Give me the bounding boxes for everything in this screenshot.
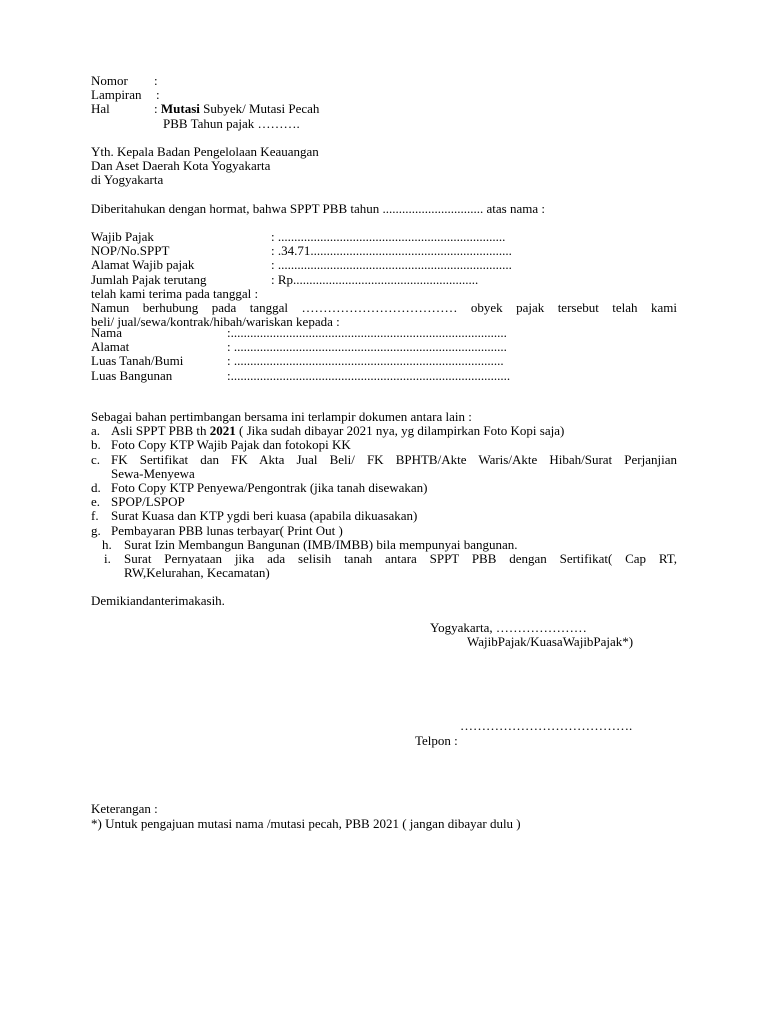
letter-header	[91, 74, 491, 131]
list-text: Asli SPPT PBB th	[111, 423, 210, 439]
notes-text: *) Untuk pengajuan mutasi nama /mutasi pecah, PBB 2021 ( jangan dibayar dulu )	[91, 816, 521, 831]
list-marker: d.	[91, 479, 101, 495]
hal-subject-line2: PBB Tahun pajak ……….	[163, 115, 300, 131]
list-item	[91, 424, 677, 438]
field-row	[91, 326, 571, 340]
however-line-1: Namun berhubung pada tanggal ……………………………… obyek pajak tersebut telah kami	[91, 299, 677, 315]
field-row	[91, 230, 571, 244]
list-text: Surat Pernyataan jika ada selisih tanah antara SPPT PBB dengan Sertifikat( Cap RT,	[124, 550, 677, 566]
list-text: Foto Copy KTP Penyewa/Pengontrak (jika tanah disewakan)	[111, 479, 428, 495]
list-item	[91, 453, 677, 467]
field-label: Nama	[91, 325, 123, 340]
received-line: telah kami terima pada tanggal :	[91, 285, 259, 301]
hal-row	[91, 102, 491, 116]
field-row	[91, 258, 571, 272]
however-line-2: beli/ jual/sewa/kontrak/hibah/wariskan kepada :	[91, 314, 340, 330]
list-item-continuation	[91, 467, 677, 481]
list-text-line-2: RW,Kelurahan, Kecamatan)	[124, 565, 270, 581]
field-value: : ....................................................................................	[227, 339, 507, 355]
list-text: Surat Izin Membangun Bangunan (IMB/IMBB) bila mempunyai bangunan.	[124, 536, 518, 552]
closing-text: Demikiandanterimakasih.	[91, 593, 225, 608]
field-row	[91, 340, 571, 354]
recipient-line-3: di Yogyakarta	[91, 172, 164, 188]
list-item	[91, 495, 677, 509]
field-value: :......................................................................................	[227, 367, 511, 383]
list-item	[91, 509, 677, 523]
field-label: Alamat	[91, 339, 130, 355]
list-item	[91, 552, 677, 566]
list-text: Pembayaran PBB lunas terbayar( Print Out )	[111, 522, 343, 538]
list-marker: i.	[104, 550, 111, 566]
signature-phone: Telpon :	[415, 733, 458, 748]
list-item	[91, 481, 677, 495]
list-marker: h.	[102, 536, 112, 552]
hal-colon: :	[154, 101, 158, 117]
field-row	[91, 354, 571, 368]
signature-line: ………………………………….	[460, 718, 633, 733]
list-text-line-2: Sewa-Menyewa	[111, 465, 195, 481]
list-text: FK Sertifikat dan FK Akta Jual Beli/ FK BPHTB/Akte Waris/Akte Hibah/Surat Perjanjian	[111, 451, 677, 467]
field-row	[91, 369, 571, 383]
list-item	[91, 538, 677, 552]
signature-place-date: Yogyakarta, …………………	[430, 620, 587, 635]
notes-title: Keterangan :	[91, 801, 158, 816]
field-value: : Rp.........................................................	[271, 271, 479, 287]
list-marker: b.	[91, 437, 101, 453]
hal-subject-rest: Subyek/ Mutasi Pecah	[199, 101, 320, 117]
list-marker: e.	[91, 494, 101, 510]
list-text: SPOP/LSPOP	[111, 494, 185, 510]
field-label: NOP/No.SPPT	[91, 243, 170, 259]
lampiran-colon: :	[156, 87, 160, 103]
field-label: Luas Tanah/Bumi	[91, 353, 184, 369]
recipient-line-2: Dan Aset Daerah Kota Yogyakarta	[91, 158, 271, 174]
list-text-bold: 2021	[209, 423, 236, 439]
nomor-label: Nomor	[91, 73, 128, 88]
taxpayer-fields	[91, 229, 677, 330]
field-value: : ...................................................................................	[227, 353, 504, 369]
field-label: Jumlah Pajak terutang	[91, 271, 207, 287]
documents-intro: Sebagai bahan pertimbangan bersama ini terlampir dokumen antara lain :	[91, 409, 472, 424]
field-label: Wajib Pajak	[91, 229, 154, 244]
field-value: : ........................................................................	[271, 257, 512, 273]
list-marker: a.	[91, 423, 101, 439]
lampiran-row	[91, 88, 491, 102]
recipient-block	[91, 145, 491, 188]
documents-section	[91, 410, 677, 580]
list-item	[91, 438, 677, 452]
intro-paragraph: Diberitahukan dengan hormat, bahwa SPPT PBB tahun ............................... atas nama :	[91, 201, 545, 216]
hal-label: Hal	[91, 101, 110, 117]
lampiran-label: Lampiran	[91, 87, 142, 103]
list-text: Foto Copy KTP Wajib Pajak dan fotokopi KK	[111, 437, 351, 453]
list-marker: c.	[91, 451, 101, 467]
field-value: :.....................................................................................	[227, 325, 507, 340]
list-text: Surat Kuasa dan KTP ygdi beri kuasa (apabila dikuasakan)	[111, 508, 418, 524]
hal-subject-bold: Mutasi	[160, 101, 200, 117]
nomor-row	[91, 74, 491, 88]
field-row	[91, 244, 571, 258]
new-owner-fields	[91, 326, 571, 383]
list-text-rest: ( Jika sudah dibayar 2021 nya, yg dilampirkan Foto Kopi saja)	[235, 423, 565, 439]
recipient-line-1: Yth. Kepala Badan Pengelolaan Keauangan	[91, 144, 319, 159]
list-item	[91, 524, 677, 538]
nomor-colon: :	[154, 73, 158, 88]
field-label: Alamat Wajib pajak	[91, 257, 195, 273]
field-value: : .34.71..............................................................	[271, 243, 512, 259]
hal-row-2	[91, 117, 491, 131]
list-marker: f.	[91, 508, 99, 524]
list-marker: g.	[91, 522, 101, 538]
field-label: Luas Bangunan	[91, 367, 173, 383]
list-item-continuation	[91, 566, 677, 580]
field-row	[91, 273, 571, 287]
signature-role: WajibPajak/KuasaWajibPajak*)	[467, 634, 634, 649]
field-value: : ......................................................................	[271, 229, 506, 244]
